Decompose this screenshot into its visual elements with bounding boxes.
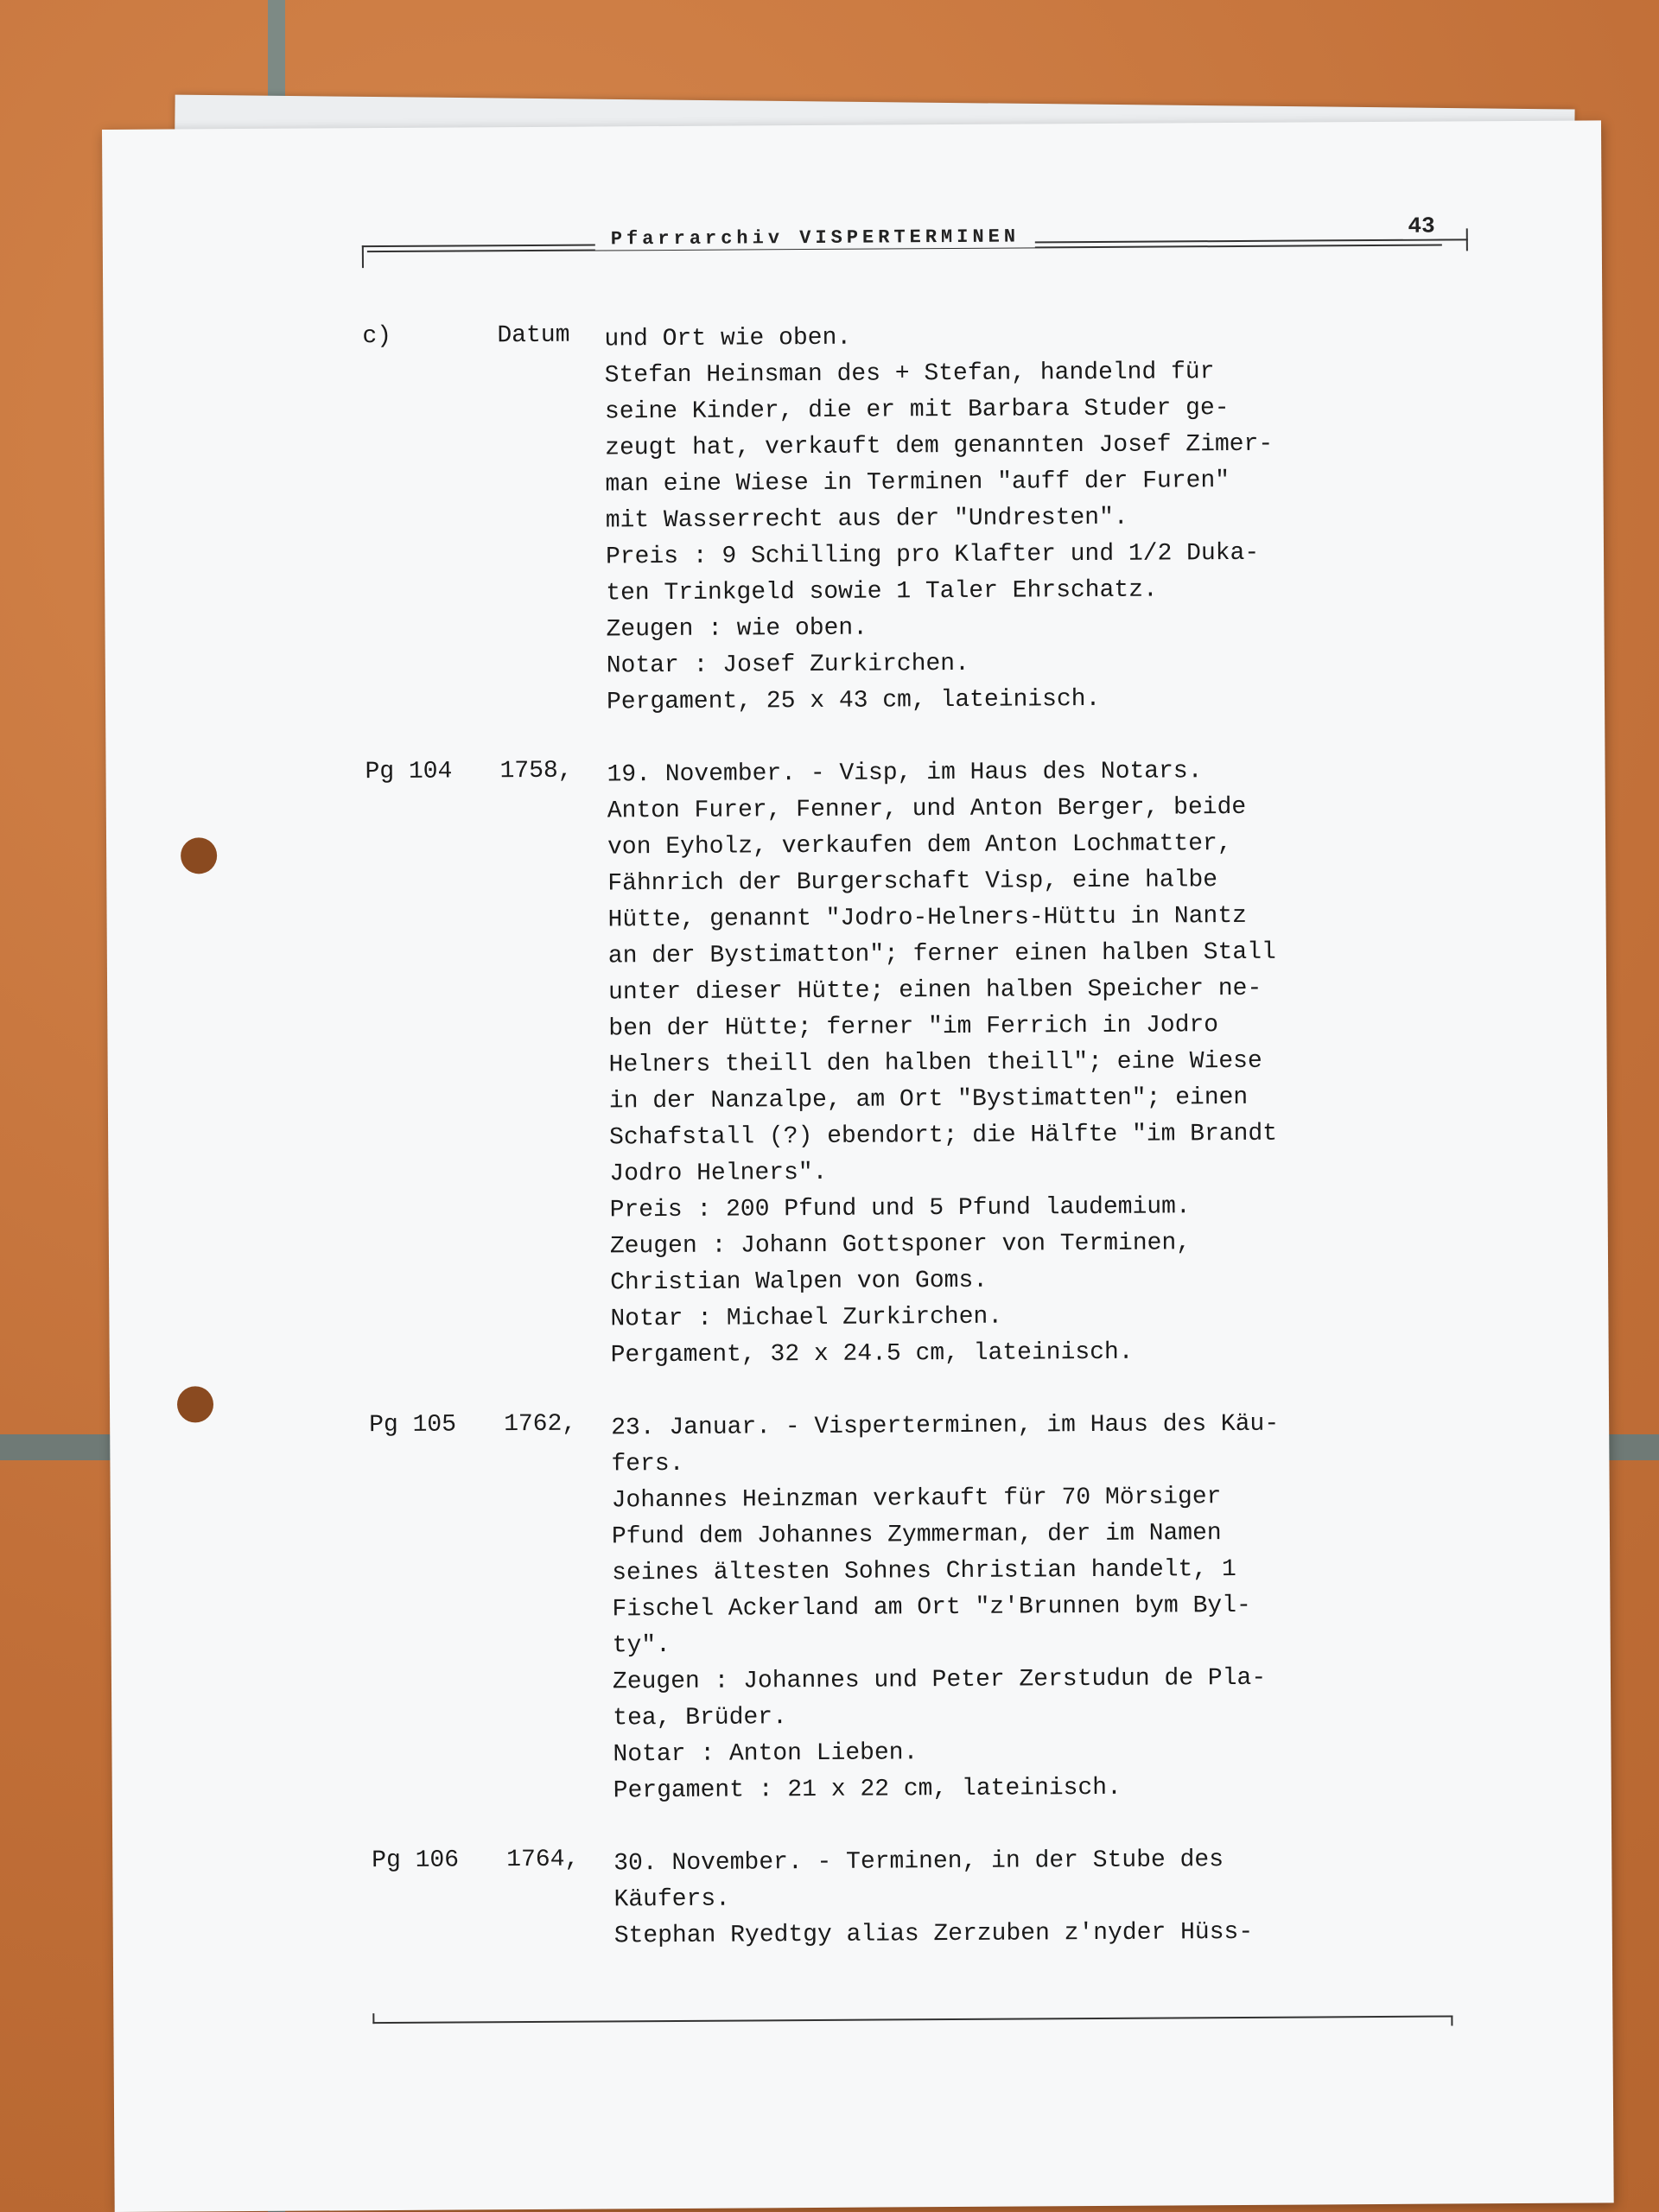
entry-line: Notar : Anton Lieben. bbox=[613, 1739, 918, 1769]
entry-date: 1762, bbox=[504, 1410, 577, 1439]
document-body bbox=[362, 316, 1496, 1993]
entry-line: Pfund dem Johannes Zymmerman, der im Namen bbox=[611, 1520, 1222, 1551]
entry-line: Preis : 9 Schilling pro Klafter und 1/2 Duka- bbox=[605, 539, 1260, 571]
entry-line: Zeugen : Johannes und Peter Zerstudun de Pla- bbox=[612, 1664, 1267, 1696]
entry-line: Stefan Heinsman des + Stefan, handelnd für bbox=[604, 359, 1215, 390]
entry-line: Pergament : 21 x 22 cm, lateinisch. bbox=[613, 1774, 1122, 1805]
entry-line: zeugt hat, verkauft dem genannten Josef Zimer- bbox=[605, 430, 1274, 462]
entry-text bbox=[613, 1840, 1496, 1955]
entry-line: 23. Januar. - Visperterminen, im Haus des Käu- bbox=[611, 1410, 1280, 1442]
document-page bbox=[102, 120, 1614, 2212]
header-corner bbox=[362, 245, 364, 268]
entry-signature: c) bbox=[362, 322, 392, 351]
entry-line: Johannes Heinzman verkauft für 70 Mörsiger bbox=[611, 1484, 1222, 1515]
entry-line: 19. November. - Visp, im Haus des Notars. bbox=[607, 758, 1203, 789]
entry-line: Preis : 200 Pfund und 5 Pfund laudemium. bbox=[609, 1193, 1191, 1224]
entry-line: Zeugen : Johann Gottsponer von Terminen, bbox=[609, 1230, 1192, 1261]
entry-line: Notar : Michael Zurkirchen. bbox=[610, 1303, 1003, 1333]
header-corner bbox=[1466, 228, 1468, 251]
entry-signature: Pg 106 bbox=[372, 1847, 460, 1875]
page-footer bbox=[372, 2006, 1452, 2031]
entry-line: 30. November. - Terminen, in der Stube des bbox=[613, 1847, 1224, 1878]
entry-date: 1764, bbox=[506, 1846, 580, 1874]
entry-signature: Pg 105 bbox=[369, 1411, 457, 1440]
entry-line: von Eyholz, verkaufen dem Anton Lochmatter, bbox=[607, 830, 1232, 861]
entry-line: in der Nanzalpe, am Ort "Bystimatten"; einen bbox=[608, 1084, 1249, 1116]
archive-entry bbox=[362, 316, 1488, 722]
entry-line: ben der Hütte; ferner "im Ferrich in Jodro bbox=[608, 1012, 1219, 1043]
entry-line: an der Bystimatton"; ferner einen halben Stall bbox=[607, 938, 1276, 970]
entry-line: Hütte, genannt "Jodro-Helners-Hüttu in Nantz bbox=[607, 902, 1248, 934]
entry-line: Käufers. bbox=[613, 1885, 731, 1914]
entry-date: 1758, bbox=[499, 757, 573, 785]
punch-hole bbox=[177, 1386, 213, 1422]
archive-title: Pfarrarchiv VISPERTERMINEN bbox=[595, 226, 1035, 250]
entry-line: Schafstall (?) ebendort; die Hälfte "im Brandt bbox=[609, 1120, 1278, 1152]
entry-date: Datum bbox=[497, 321, 570, 350]
entry-line: Christian Walpen von Goms. bbox=[610, 1267, 988, 1297]
entry-line: und Ort wie oben. bbox=[604, 324, 852, 353]
entry-line: seines ältesten Sohnes Christian handelt, 1 bbox=[612, 1556, 1236, 1587]
entry-line: Fähnrich der Burgerschaft Visp, eine halbe bbox=[607, 867, 1218, 898]
entry-signature: Pg 104 bbox=[365, 758, 453, 786]
footer-rule bbox=[372, 2015, 1452, 2024]
entry-line: seine Kinder, die er mit Barbara Studer ge- bbox=[604, 395, 1230, 426]
footer-corner bbox=[1451, 2015, 1452, 2025]
archive-entry bbox=[369, 1405, 1495, 1811]
entry-line: Helners theill den halben theill"; eine Wiese bbox=[608, 1047, 1262, 1079]
entry-text bbox=[604, 316, 1488, 721]
entry-line: Jodro Helners". bbox=[609, 1159, 828, 1188]
entry-line: fers. bbox=[611, 1450, 684, 1478]
entry-line: man eine Wiese in Terminen "auff der Furen" bbox=[605, 467, 1230, 499]
entry-line: Anton Furer, Fenner, und Anton Berger, beide bbox=[607, 793, 1247, 825]
entry-line: unter dieser Hütte; einen halben Speicher ne- bbox=[608, 975, 1262, 1007]
archive-entry bbox=[372, 1840, 1496, 1956]
page-number: 43 bbox=[1402, 213, 1440, 239]
footer-corner bbox=[372, 2013, 374, 2024]
entry-line: Notar : Josef Zurkirchen. bbox=[606, 650, 969, 680]
entry-line: mit Wasserrecht aus der "Undresten". bbox=[605, 504, 1128, 535]
entry-line: Pergament, 25 x 43 cm, lateinisch. bbox=[606, 685, 1101, 716]
entry-line: ten Trinkgeld sowie 1 Taler Ehrschatz. bbox=[606, 576, 1158, 607]
entry-line: Stephan Ryedtgy alias Zerzuben z'nyder Hüss- bbox=[613, 1918, 1254, 1950]
page-header bbox=[362, 213, 1468, 254]
entry-text bbox=[607, 752, 1491, 1374]
archive-entry bbox=[365, 752, 1491, 1376]
entry-line: Pergament, 32 x 24.5 cm, lateinisch. bbox=[610, 1338, 1134, 1370]
entry-text bbox=[611, 1405, 1495, 1809]
entry-line: tea, Brüder. bbox=[613, 1704, 787, 1732]
entry-line: Zeugen : wie oben. bbox=[606, 614, 868, 644]
punch-hole bbox=[181, 837, 217, 874]
entry-line: Fischel Ackerland am Ort "z'Brunnen bym Byl- bbox=[612, 1592, 1251, 1624]
entry-line: ty". bbox=[612, 1632, 671, 1660]
